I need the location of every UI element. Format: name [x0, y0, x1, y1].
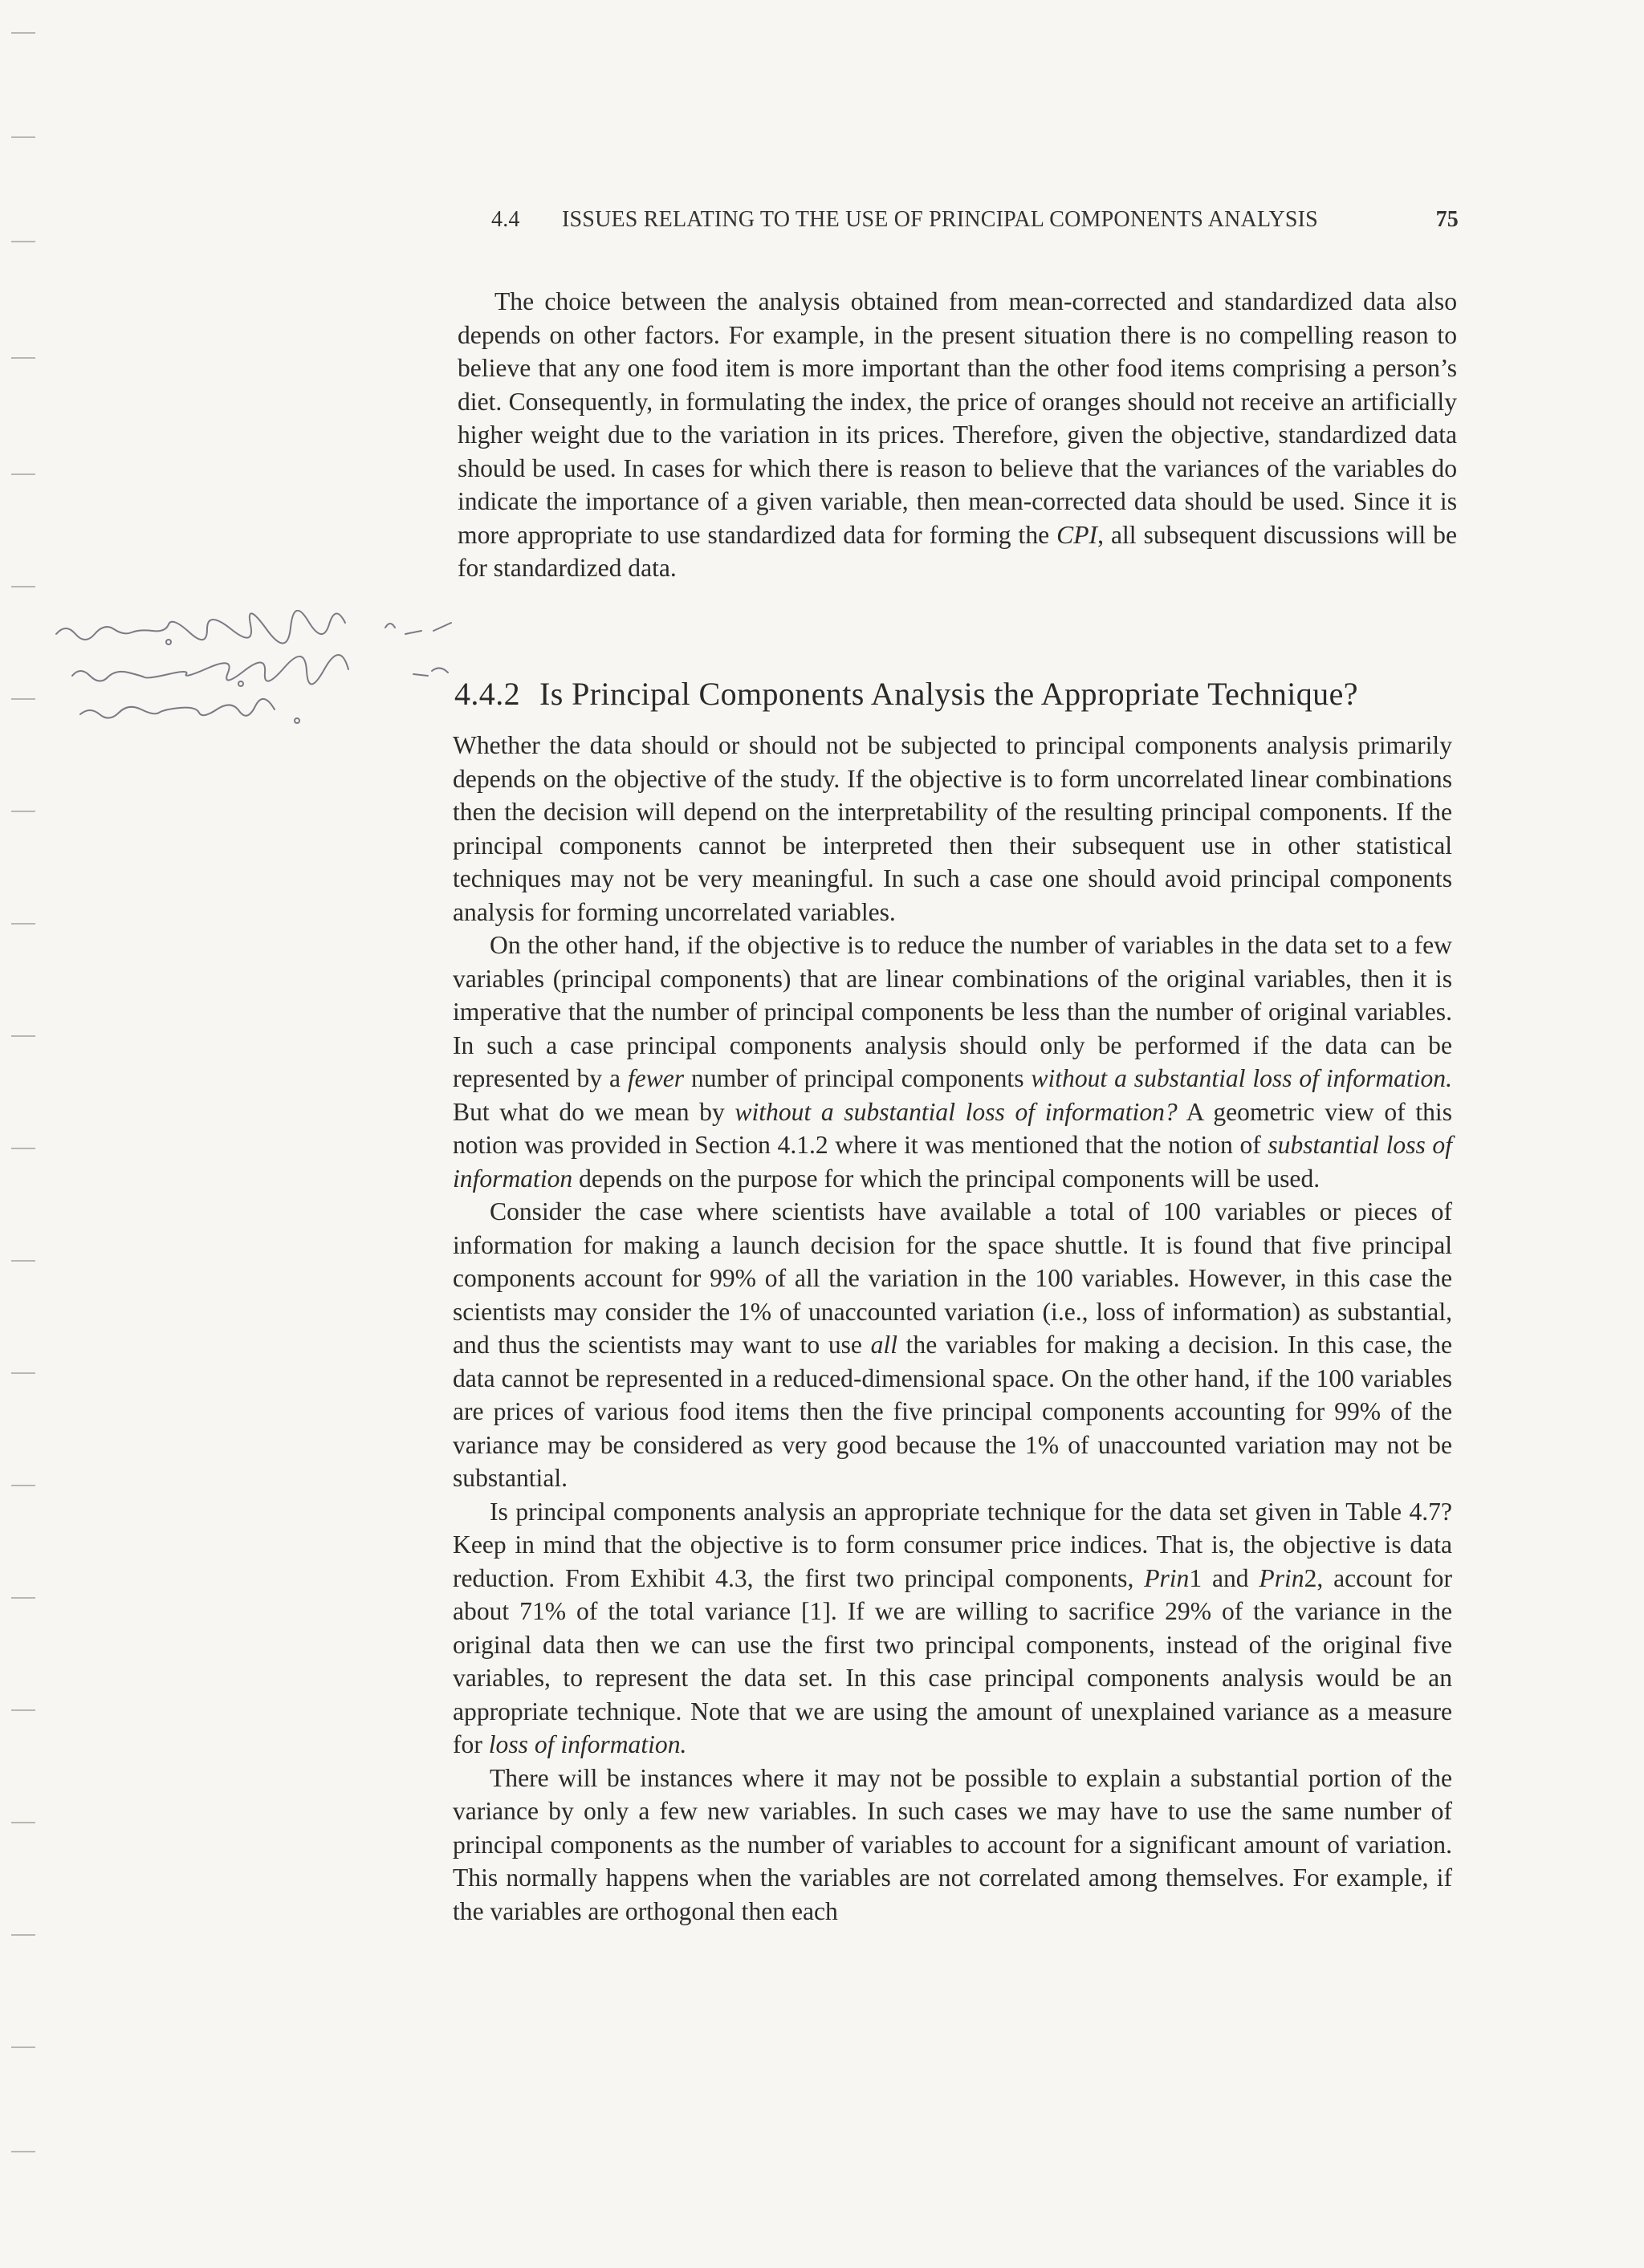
paragraph-1-text: The choice between the analysis obtained from mean-corrected and standardized data also depends on other factors. For example, in the present situation there is no compelling reason to believe that any one food item is more important than the other food items comprising a person’s diet. Consequently, in formulating the index, the price of oranges should not receive an artificially higher weight due to the variation in its prices. Therefore, given the objective, standardized data should be used. In cases for which there is reason to believe that the variances of the variables do indicate the importance of a given variable, then mean-corrected data should be used. Since it is more appropriate to use standardized data for forming the [458, 287, 1457, 549]
section-heading-title: Is Principal Components Analysis the Appropriate Technique? [539, 676, 1358, 712]
paragraph-3-part-4: A geometric view of this notion was provided in Section 4.1.2 where it was mentioned that the notion of [453, 1097, 1453, 1159]
paragraph-5 [453, 1495, 1452, 1762]
paragraph-5-italic-3: loss of information. [488, 1730, 687, 1758]
section-heading [454, 674, 1454, 714]
paragraph-5-italic-1: Prin [1144, 1563, 1190, 1592]
paragraph-5-italic-2: Prin [1259, 1563, 1304, 1592]
binding-edge-marks [0, 0, 48, 2268]
body-text [453, 729, 1452, 1928]
paragraph-6-text: There will be instances where it may not be possible to explain a substantial portion of the variance by only a few new variables. In such cases we may have to use the same number of principal components as the number of variables to account for a significant amount of variation. This normally happens when the variables are not correlated among themselves. For example, if the variables are orthogonal then each [453, 1763, 1452, 1925]
handwriting-scribble [48, 610, 466, 770]
paragraph-2-text: Whether the data should or should not be subjected to principal components analysis primarily depends on the objective of the study. If the objective is to form uncorrelated linear combinations then the decision will depend on the interpretability of the resulting principal components. If the principal components cannot be interpreted then their subsequent use in other statistical techniques may not be very meaningful. In such a case one should avoid principal components analysis for forming uncorrelated variables. [453, 731, 1452, 926]
paragraph-1-italic-cpi: CPI [1056, 520, 1098, 549]
paragraph-3-part-5: depends on the purpose for which the principal components will be used. [572, 1164, 1320, 1193]
paragraph-4-part-2: the variables for making a decision. In this case, the data cannot be represented in a reduced-dimensional space. On the other hand, if the 100 variables are prices of various food items then the five principal components accounting for 99% of the variance may be considered as very good because the 1% of unaccounted variation may not be substantial. [453, 1331, 1452, 1492]
paragraph-4-italic-1: all [870, 1331, 897, 1359]
paragraph-4-part-1: Consider the case where scientists have available a total of 100 variables or pieces of information for making a launch decision for the space shuttle. It is found that five principal components account for 99% of all the variation in the 100 variables. However, in this case the scientists may consider the 1% of unaccounted variation (i.e., loss of information) as substantial, and thus the scientists may want to use [453, 1197, 1452, 1359]
paragraph-5-part-1: Is principal components analysis an appropriate technique for the data set given in Table 4.7? Keep in mind that the objective is to form consumer price indices. That is, the objective is data reduction. From Exhibit 4.3, the first two principal components, [453, 1497, 1452, 1592]
paragraph-2 [453, 729, 1452, 929]
paragraph-3-italic-4: substantial loss of information [453, 1131, 1452, 1193]
paragraph-5-part-2: 1 and [1189, 1563, 1259, 1592]
paragraph-1-text-end: , all subsequent discussions will be for standardized data. [458, 520, 1457, 582]
paragraph-3-part-2: number of principal components [684, 1064, 1032, 1092]
handwritten-margin-note [48, 610, 466, 770]
paragraph-3-italic-2: without a substantial loss of information. [1031, 1064, 1452, 1092]
paragraph-3-part-1: On the other hand, if the objective is to reduce the number of variables in the data set to a few variables (principal components) that are linear combinations of the original variables, then it is imperative that the number of principal components be less than the number of original variables. In such a case principal components analysis should only be performed if the data can be represented by a [453, 931, 1452, 1092]
running-head [491, 207, 1459, 239]
section-heading-number: 4.4.2 [454, 676, 520, 712]
paragraph-3-part-3: But what do we mean by [453, 1097, 735, 1126]
paragraph-5-part-3: 2, account for about 71% of the total variance [1]. If we are willing to sacrifice 29% of the variance in the original data then we can use the first two principal components, instead of the original five variables, to represent the data set. In this case principal components analysis would be an appropriate technique. Note that we are using the amount of unexplained variance as a measure for [453, 1563, 1452, 1758]
running-head-title: ISSUES RELATING TO THE USE OF PRINCIPAL COMPONENTS ANALYSIS [562, 207, 1318, 232]
running-head-section-number: 4.4 [491, 207, 520, 232]
paragraph-6 [453, 1762, 1452, 1929]
paragraph-3-italic-1: fewer [627, 1064, 685, 1092]
paragraph-3-italic-3: without a substantial loss of information? [735, 1097, 1178, 1126]
paragraph-3 [453, 929, 1452, 1195]
page-number: 75 [1435, 207, 1459, 232]
paragraph-4 [453, 1195, 1452, 1495]
paragraph-1 [458, 285, 1457, 585]
